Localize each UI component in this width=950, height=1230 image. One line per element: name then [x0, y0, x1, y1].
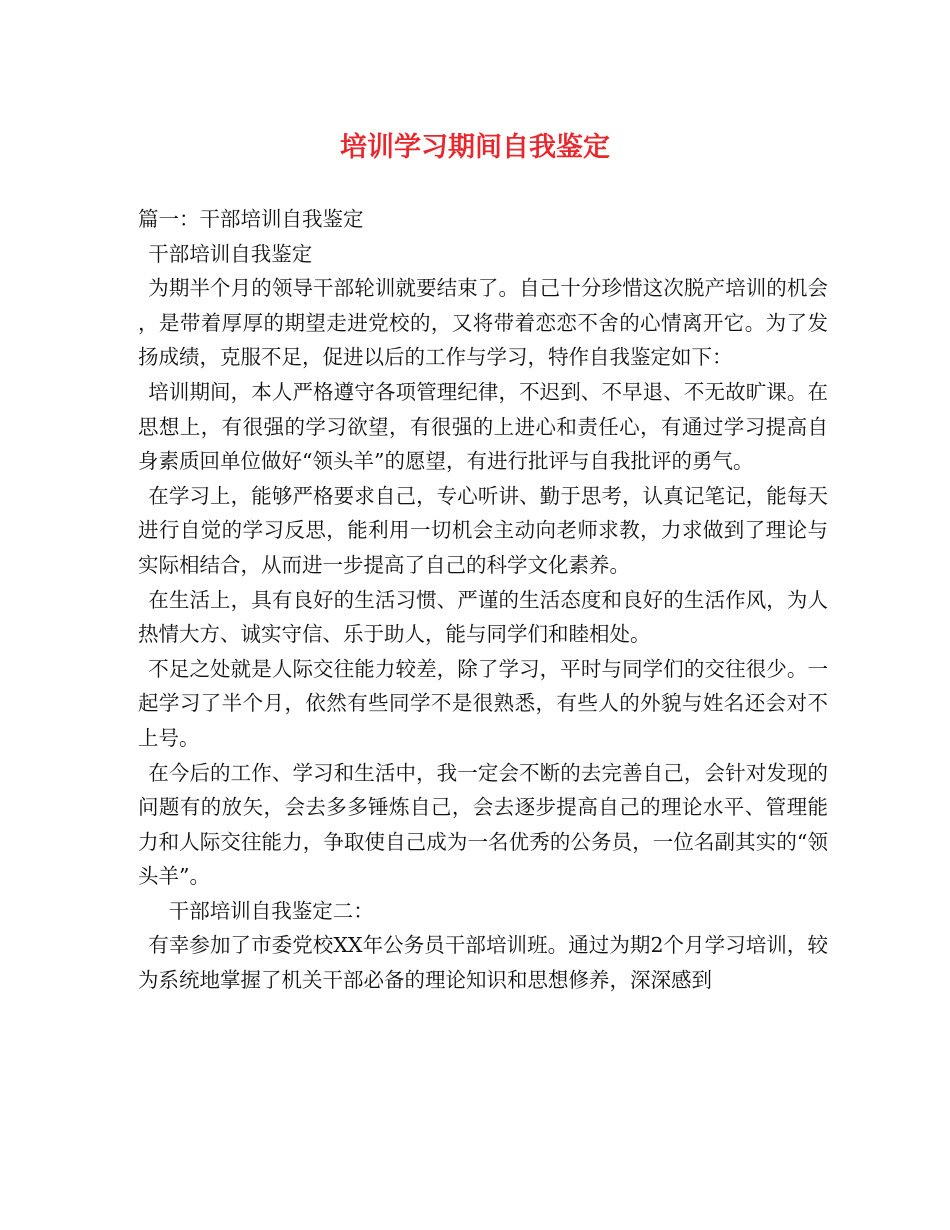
- subheading: 干部培训自我鉴定二：: [168, 898, 374, 923]
- paragraph: 不足之处就是人际交往能力较差，除了学习，平时与同学们的交往很少。一起学习了半个月，依然有些同学不是很熟悉，有些人的外貌与姓名还会对不上号。: [138, 656, 828, 750]
- paragraph: 在生活上，具有良好的生活习惯、严谨的生活态度和良好的生活作风，为人热情大方、诚实守信、乐于助人，能与同学们和睦相处。: [138, 587, 828, 647]
- paragraph: 为期半个月的领导干部轮训就要结束了。自己十分珍惜这次脱产培训的机会，是带着厚厚的期望走进党校的，又将带着恋恋不舍的心情离开它。为了发扬成绩，克服不足，促进以后的工作与学习，特作自我鉴定如下：: [138, 276, 828, 370]
- paragraph: 在今后的工作、学习和生活中，我一定会不断的去完善自己，会针对发现的问题有的放矢，会去多多锤炼自己，会去逐步提高自己的理论水平、管理能力和人际交往能力，争取使自己成为一名优秀的公务员，一位名副其实的“领头羊”。: [138, 760, 828, 889]
- section-heading: 篇一：干部培训自我鉴定: [138, 207, 364, 231]
- paragraph: 在学习上，能够严格要求自己，专心听讲、勤于思考，认真记笔记，能每天进行自觉的学习反思，能利用一切机会主动向老师求教，力求做到了理论与实际相结合，从而进一步提高了自己的科学文化素养。: [138, 483, 828, 577]
- document-body: [138, 202, 828, 998]
- document-title: 培训学习期间自我鉴定: [340, 132, 610, 163]
- paragraph: 培训期间，本人严格遵守各项管理纪律，不迟到、不早退、不无故旷课。在思想上，有很强的学习欲望，有很强的上进心和责任心，有通过学习提高自身素质回单位做好“领头羊”的愿望，有进行批评与自我批评的勇气。: [138, 379, 828, 474]
- subheading: 干部培训自我鉴定: [148, 241, 313, 266]
- paragraph: 有幸参加了市委党校XX年公务员干部培训班。通过为期2个月学习培训，较为系统地掌握了机关干部必备的理论知识和思想修养，深深感到: [138, 933, 828, 993]
